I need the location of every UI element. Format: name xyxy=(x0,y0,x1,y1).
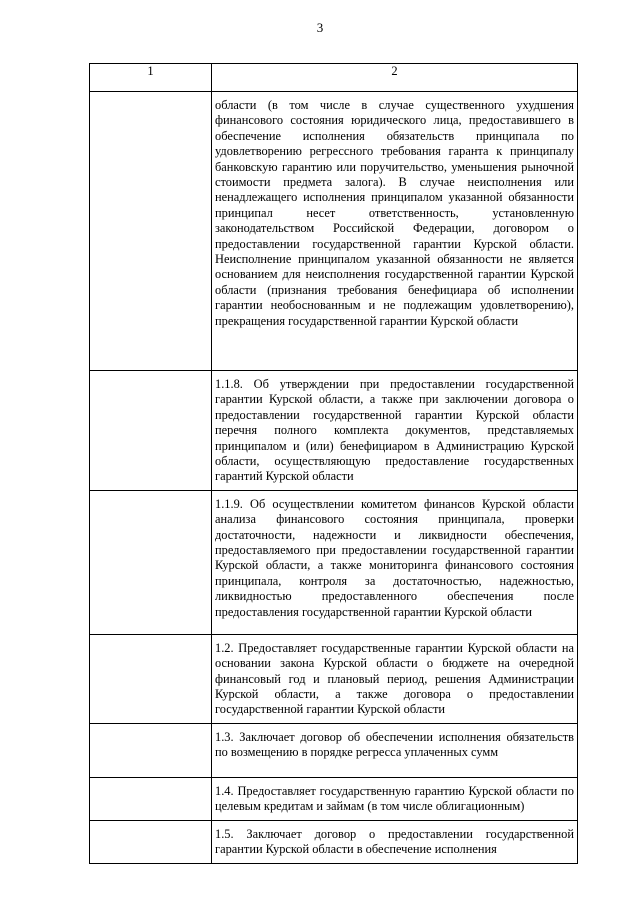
row-cell-text xyxy=(212,92,578,371)
row-text: 1.5. Заключает договор о предоставлении государственной гарантии Курской области в обеспечение исполнения xyxy=(215,826,574,857)
table-row xyxy=(90,723,578,777)
row-cell-left xyxy=(90,820,212,863)
table-header-row xyxy=(90,64,578,92)
header-cell-1: 1 xyxy=(90,64,212,92)
row-text: 1.3. Заключает договор об обеспечении исполнения обязательств по возмещению в порядке регресса уплаченных сумм xyxy=(215,729,574,760)
row-cell-left xyxy=(90,723,212,777)
row-cell-text xyxy=(212,723,578,777)
row-cell-text xyxy=(212,371,578,491)
header-cell-2: 2 xyxy=(212,64,578,92)
row-cell-left xyxy=(90,371,212,491)
row-text: 1.4. Предоставляет государственную гарантию Курской области по целевым кредитам и займам (в том числе облигационным) xyxy=(215,783,574,814)
row-cell-text xyxy=(212,490,578,634)
table-row xyxy=(90,490,578,634)
document-table xyxy=(89,63,578,864)
table-row xyxy=(90,92,578,371)
row-cell-left xyxy=(90,490,212,634)
row-text: области (в том числе в случае существенного ухудшения финансового состояния юридического лица, предоставившего в обеспечение исполнения обязательств принципала по удовлетворению регрессного требования гаранта к принципалу банковскую гарантию или поручительство, уменьшения рыночной стоимости предмета залога). В случае неисполнения или ненадлежащего исполнения принципалом указанной обязанности принципал несет ответственность, установленную законодательством Российской Федерации, договором о предоставлении государственной гарантии Курской области. Неисполнение принципалом указанной обязанности не является основанием для неисполнения государственной гарантии Курской области (признания требования бенефициара об исполнении гарантии необоснованным и не подлежащим удовлетворению), прекращения государственной гарантии Курской области xyxy=(215,98,574,328)
row-text: 1.2. Предоставляет государственные гарантии Курской области на основании закона Курской области о бюджете на очередной финансовый год и плановый период, решения Администрации Курской области, а также договора о предоставлении государственной гарантии Курской области xyxy=(215,640,574,717)
row-cell-left xyxy=(90,634,212,723)
table-row xyxy=(90,371,578,491)
table-row xyxy=(90,777,578,820)
table-row xyxy=(90,820,578,863)
row-cell-text xyxy=(212,634,578,723)
row-cell-left xyxy=(90,92,212,371)
row-cell-text xyxy=(212,777,578,820)
row-text: 1.1.8. Об утверждении при предоставлении государственной гарантии Курской области, а также при заключении договора о предоставлении государственной гарантии Курской области перечня полного комплекта документов, представляемых принципалом и (или) бенефициаром в Администрацию Курской области, осуществляющую предоставление государственных гарантий Курской области xyxy=(215,377,574,484)
row-cell-left xyxy=(90,777,212,820)
table-row xyxy=(90,634,578,723)
page-number: 3 xyxy=(316,20,324,35)
row-text: 1.1.9. Об осуществлении комитетом финансов Курской области анализа финансового состояния принципала, проверки достаточности, надежности и ликвидности обеспечения, предоставляемого при предоставлении государственной гарантии Курской области, а также мониторинга финансового состояния принципала, контроля за достаточностью, надежностью, ликвидностью предоставленного обеспечения после предоставления государственной гарантии Курской области xyxy=(215,496,574,619)
row-cell-text xyxy=(212,820,578,863)
